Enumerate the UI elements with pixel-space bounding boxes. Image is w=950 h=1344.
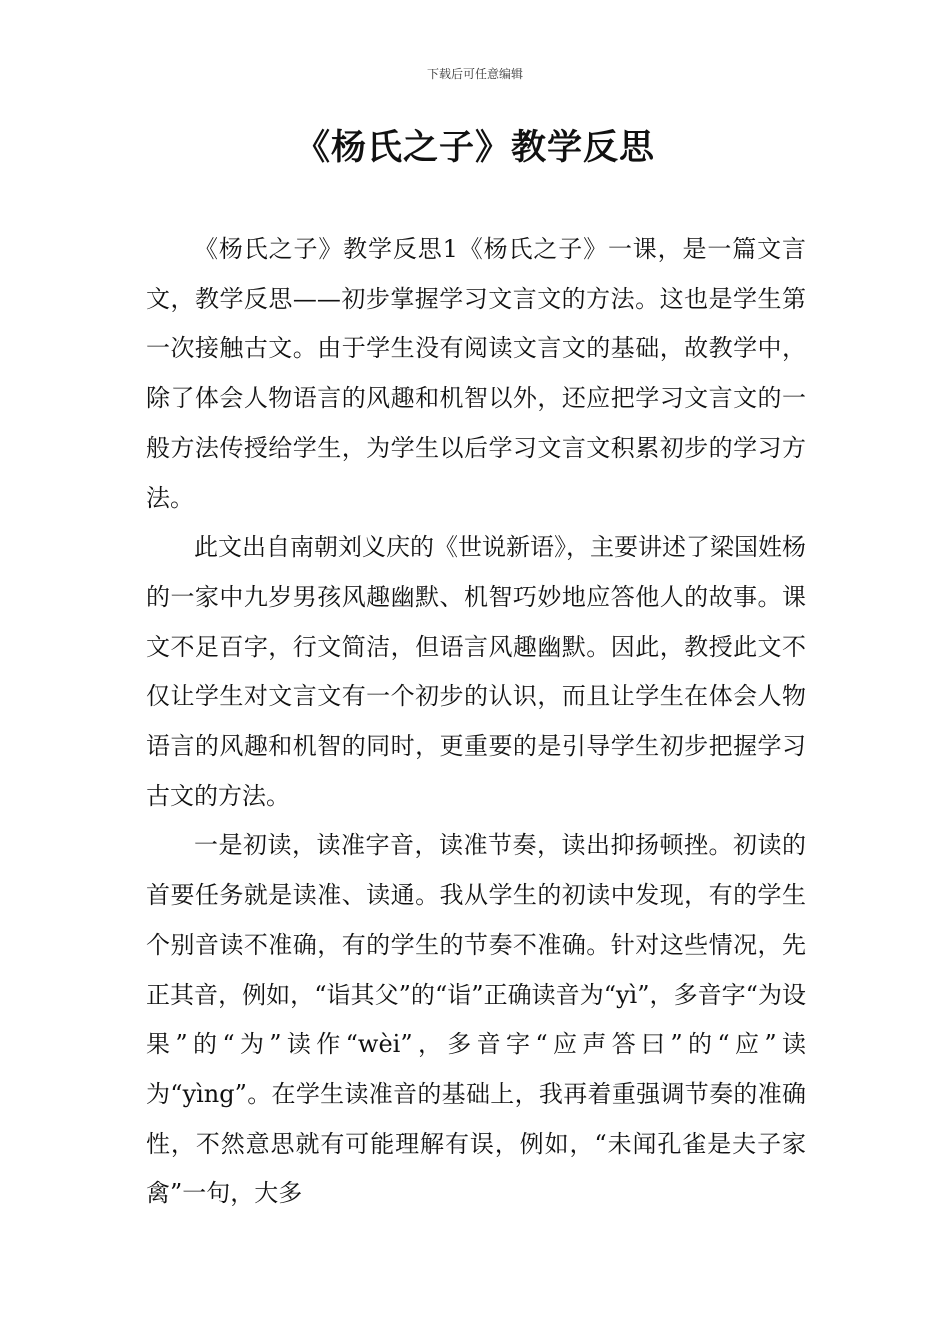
paragraph-3: 一是初读，读准字音，读准节奏，读出抑扬顿挫。初读的首要任务就是读准、读通。我从学生的初读中发现，有的学生个别音读不准确，有的学生的节奏不准确。针对这些情况，先正其音，例如，“诣其父”的“诣”正确读音为“yì”，多音字“为设果”的“为”读作“wèi”，多音字“应声答曰”的“应”读为“yìng”。在学生读准音的基础上，我再着重强调节奏的准确性，不然意思就有可能理解有误，例如，“未闻孔雀是夫子家禽”一句，大多: [146, 831, 806, 1208]
document-title: 《杨氏之子》教学反思: [294, 128, 655, 168]
document-body: [146, 225, 806, 1219]
paragraph-1: 《杨氏之子》教学反思1《杨氏之子》一课，是一篇文言文，教学反思——初步掌握学习文言文的方法。这也是学生第一次接触古文。由于学生没有阅读文言文的基础，故教学中，除了体会人物语言的风趣和机智以外，还应把学习文言文的一般方法传授给学生，为学生以后学习文言文积累初步的学习方法。: [146, 235, 806, 512]
paragraph-2: 此文出自南朝刘义庆的《世说新语》，主要讲述了梁国姓杨的一家中九岁男孩风趣幽默、机智巧妙地应答他人的故事。课文不足百字，行文简洁，但语言风趣幽默。因此，教授此文不仅让学生对文言文有一个初步的认识，而且让学生在体会人物语言的风趣和机智的同时，更重要的是引导学生初步把握学习古文的方法。: [146, 533, 806, 810]
header-note: 下载后可任意编辑: [426, 67, 523, 81]
